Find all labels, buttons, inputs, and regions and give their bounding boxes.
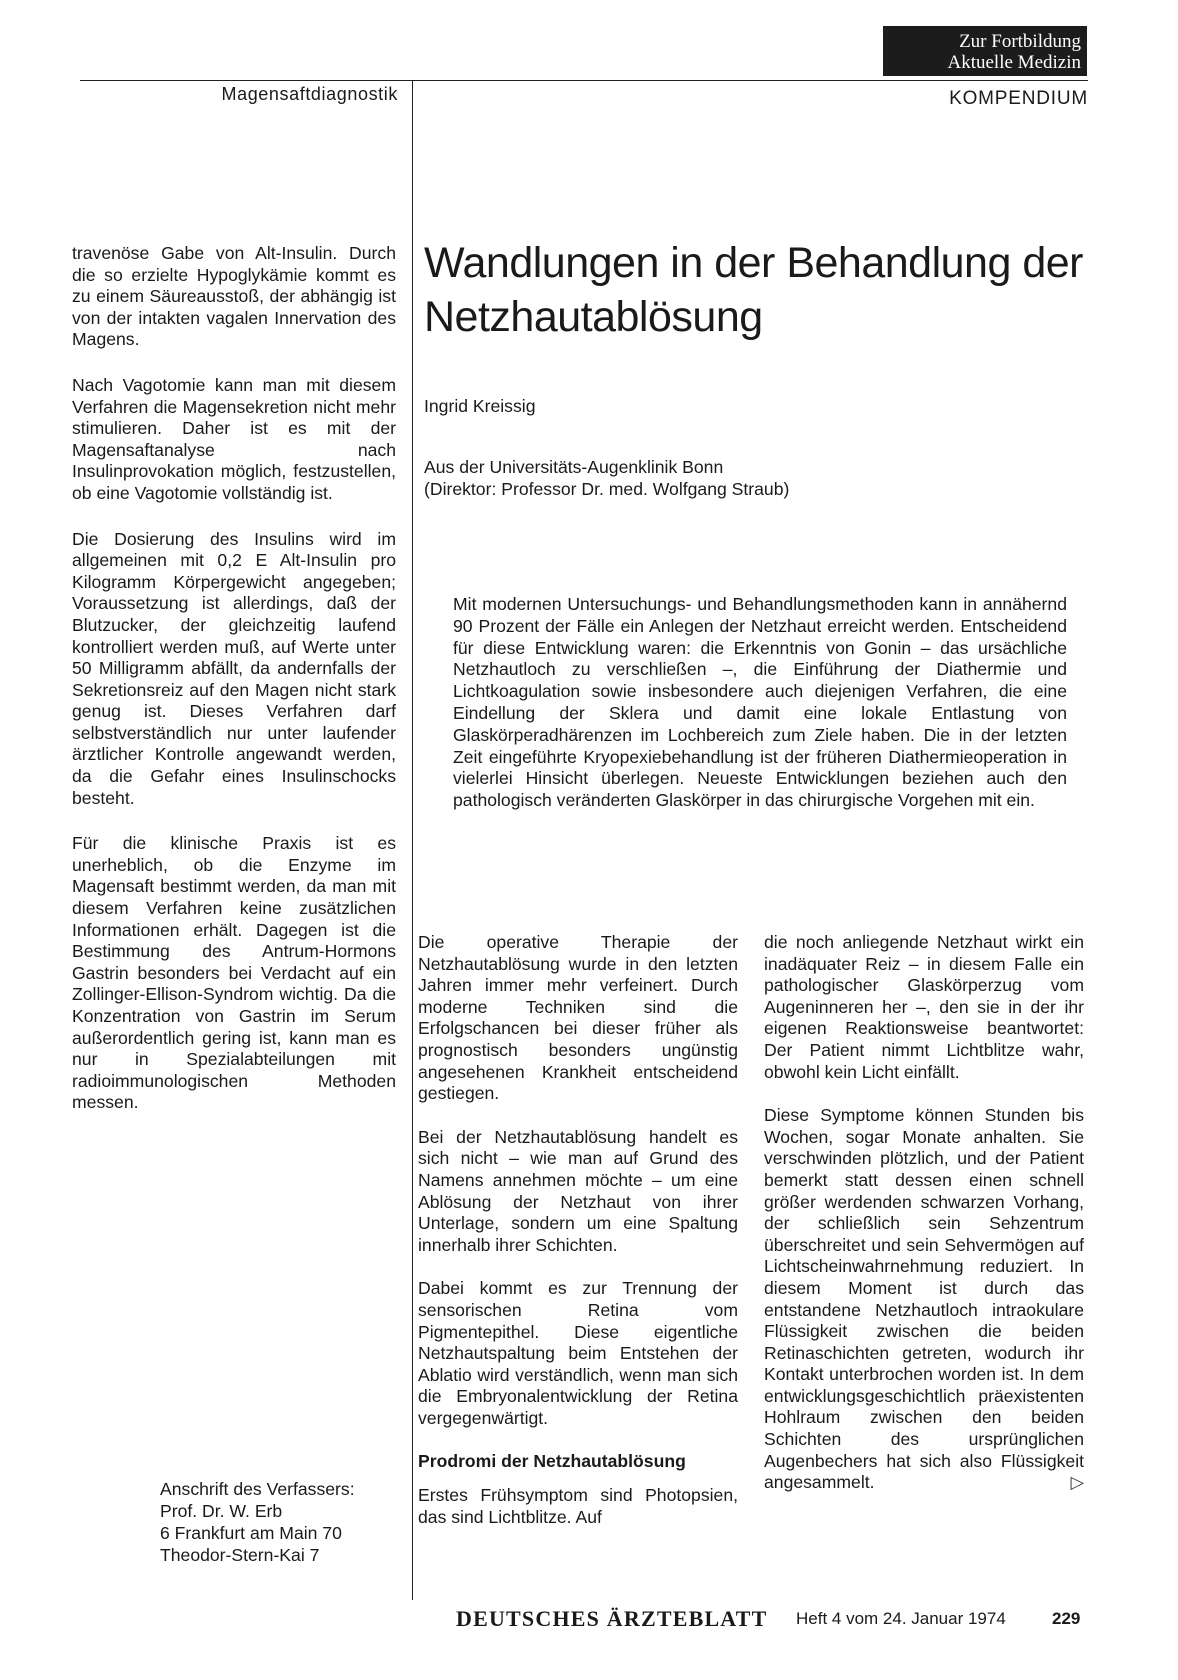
left-paragraph-1: travenöse Gabe von Alt-Insulin. Durch die so erzielte Hypoglykämie kommt es zu einem Säureausstoß, der abhängig ist von der intakten vagalen Innervation des Magens. <box>72 243 396 350</box>
header-rule <box>80 80 1088 81</box>
article-title: Wandlungen in der Behandlung der Netzhautablösung <box>424 239 1083 341</box>
article-column-middle <box>418 932 738 1550</box>
mid-paragraph-3: Dabei kommt es zur Trennung der sensorischen Retina vom Pigmentepithel. Diese eigentliche Netzhautspaltung beim Entstehen der Ablatio wird verständlich, wenn man sich die Embryonalentwicklung der Retina vergegenwärtigt. <box>418 1278 738 1428</box>
author-address <box>160 1478 410 1566</box>
journal-masthead: DEUTSCHES ÄRZTEBLATT <box>456 1606 768 1631</box>
address-line-4: Theodor-Stern-Kai 7 <box>160 1545 320 1565</box>
continue-arrow-icon: ▷ <box>1070 1472 1084 1493</box>
right-paragraph-1: die noch anliegende Netzhaut wirkt ein inadäquater Reiz – in diesem Falle ein pathologischer Glaskörperzug vom Augeninneren her –, den sie in der ihr eigenen Reaktionsweise beantwortet: Der Patient nimmt Lichtblitze wahr, obwohl kein Licht einfällt. <box>764 932 1084 1082</box>
left-paragraph-4: Für die klinische Praxis ist es unerheblich, ob die Enzyme im Magensaft bestimmt werden, da man mit diesem Verfahren keine zusätzlichen Informationen erhält. Dagegen ist die Bestimmung des Antrum-Hormons Gastrin besonders bei Verdacht auf ein Zollinger-Ellison-Syndrom wichtig. Da die Konzentration von Gastrin im Serum außerordentlich gering ist, kann man es nur in Spezialabteilungen mit radioimmunologischen Methoden messen. <box>72 833 396 1113</box>
column-divider <box>412 80 413 1600</box>
right-paragraph-2-text: Diese Symptome können Stunden bis Wochen, sogar Monate anhalten. Sie verschwinden plötzlich, und der Patient bemerkt statt dessen einen schnell größer werdenden schwarzen Vorhang, der schließlich sein Sehzentrum überschreitet und sein Sehvermögen auf Lichtscheinwahrnehmung reduziert. In diesem Moment ist durch das entstandene Netzhautloch intraokulare Flüssigkeit zwischen die beiden Retinaschichten getreten, wodurch ihr Kontakt unterbrochen worden ist. In dem entwicklungsgeschichtlich präexistenten Hohlraum zwischen den beiden Schichten des ursprünglichen Augenbechers hat sich also Flüssigkeit angesammelt. <box>764 1105 1084 1493</box>
issue-info: Heft 4 vom 24. Januar 1974 <box>796 1609 1006 1628</box>
article-affiliation <box>424 456 789 500</box>
affiliation-line-1: Aus der Universitäts-Augenklinik Bonn <box>424 457 724 477</box>
article-column-right <box>764 932 1084 1516</box>
article-author: Ingrid Kreissig <box>424 396 536 416</box>
address-line-1: Anschrift des Verfassers: <box>160 1479 355 1499</box>
article-abstract: Mit modernen Untersuchungs- und Behandlungsmethoden kann in annähernd 90 Prozent der Fälle ein Anlegen der Netzhaut erreicht werden. Entscheidend für diese Entwicklung waren: die Erkenntnis von Gonin – das ursächliche Netzhautloch zu verschließen –, die Einführung der Diathermie und Lichtkoagulation sowie insbesondere auch diejenigen Verfahren, die eine Eindellung der Sklera und damit eine lokale Entlastung von Glaskörperadhärenzen im Lochbereich zum Ziele haben. Die in der letzten Zeit eingeführte Kryopexiebehandlung ist der früheren Diathermieoperation in vielerlei Hinsicht überlegen. Neueste Entwicklungen beziehen auch den pathologisch veränderten Glaskörper in das chirurgische Vorgehen mit ein. <box>453 594 1067 811</box>
affiliation-line-2: (Direktor: Professor Dr. med. Wolfgang Straub) <box>424 479 790 499</box>
left-paragraph-2: Nach Vagotomie kann man mit diesem Verfahren die Magensekretion nicht mehr stimulieren. Daher ist es mit der Magensaftanalyse nach Insulinprovokation möglich, festzustellen, ob eine Vagotomie vollständig ist. <box>72 374 396 503</box>
address-line-3: 6 Frankfurt am Main 70 <box>160 1523 342 1543</box>
left-paragraph-3: Die Dosierung des Insulins wird im allgemeinen mit 0,2 E Alt-Insulin pro Kilogramm Körpergewicht angegeben; Voraussetzung ist allerdings, daß der Blutzucker, der gleichzeitig laufend kontrolliert werden muß, auf Werte unter 50 Milligramm abfällt, da andernfalls der Sekretionsreiz auf den Magen nicht stark genug ist. Dieses Verfahren darf selbstverständlich nur unter laufender ärztlicher Kontrolle angewandt werden, da die Gefahr eines Insulinschocks besteht. <box>72 528 396 808</box>
section-subheading: Prodromi der Netzhautablösung <box>418 1451 686 1472</box>
mid-paragraph-2: Bei der Netzhautablösung handelt es sich nicht – wie man auf Grund des Namens annehmen möchte – um eine Ablösung der Netzhaut von ihrer Unterlage, sondern um eine Spaltung innerhalb ihrer Schichten. <box>418 1126 738 1255</box>
section-label-left: Magensaftdiagnostik <box>221 84 398 104</box>
left-column <box>72 243 396 1138</box>
badge-line-1: Zur Fortbildung <box>959 31 1081 52</box>
address-line-2: Prof. Dr. W. Erb <box>160 1501 283 1521</box>
badge-line-2: Aktuelle Medizin <box>947 52 1081 73</box>
page-number: 229 <box>1052 1609 1081 1628</box>
mid-paragraph-1: Die operative Therapie der Netzhautablösung wurde in den letzten Jahren immer mehr verfeinert. Durch moderne Techniken sind die Erfolgschancen bei dieser früher als prognostisch besonders ungünstig angesehenen Krankheit entscheidend gestiegen. <box>418 932 738 1104</box>
right-paragraph-2 <box>764 1105 1084 1494</box>
fortbildung-badge <box>883 26 1087 76</box>
section-label-right: KOMPENDIUM <box>949 88 1088 109</box>
mid-paragraph-4: Erstes Frühsymptom sind Photopsien, das sind Lichtblitze. Auf <box>418 1485 738 1527</box>
